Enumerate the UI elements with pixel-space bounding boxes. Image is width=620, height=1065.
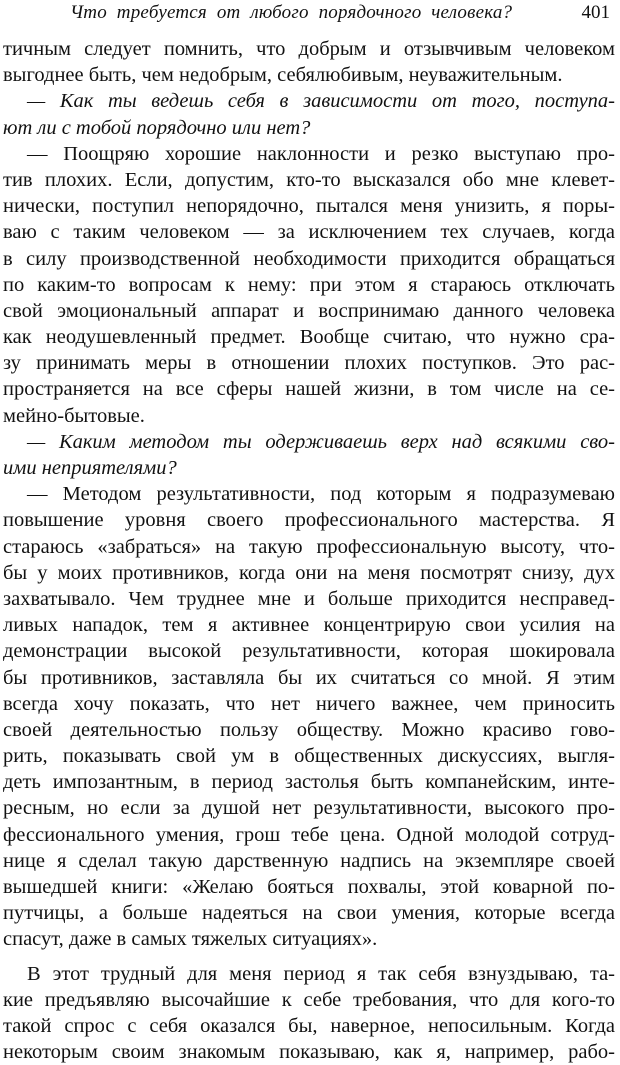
running-title: Что требуется от любого порядочного человека? bbox=[70, 2, 513, 23]
text-line: В этот трудный для меня период я так себя взнуздываю, та- bbox=[27, 962, 615, 985]
text-line: всегда хочу показать, что нет ничего важнее, чем приносить bbox=[3, 692, 615, 715]
text-line: нице я сделал такую дарственную надпись на экземпляре своей bbox=[3, 849, 615, 872]
text-line: спасут, даже в самых тяжелых ситуациях». bbox=[3, 928, 378, 951]
answer-paragraph bbox=[3, 141, 615, 429]
text-line: — Поощряю хорошие наклонности и резко выступаю про- bbox=[27, 142, 615, 165]
text-line: повышение уровня своего профессионального мастерства. Я bbox=[3, 509, 615, 532]
text-line: некоторым своим знакомым показываю, как я, например, рабо- bbox=[3, 1041, 615, 1064]
text-line: как неодушевленный предмет. Вообще считаю, что нужно сра- bbox=[3, 326, 615, 349]
text-line: рить, показывать свой ум в общественных дискуссиях, выгля- bbox=[3, 745, 615, 768]
page-number: 401 bbox=[581, 2, 610, 23]
question-line: ют ли с тобой порядочно или нет? bbox=[3, 116, 311, 139]
text-line: бы у моих противников, когда они на меня посмотрят снизу, дух bbox=[3, 561, 615, 584]
text-line: захватывало. Чем труднее мне и больше приходится несправед- bbox=[3, 587, 615, 610]
text-line: свой эмоциональный аппарат и воспринимаю данного человека bbox=[3, 299, 615, 322]
text-line: зу принимать меры в отношении плохих поступков. Это рас- bbox=[3, 352, 615, 375]
text-line: по каким-то вопросам к нему: при этом я стараюсь отключать bbox=[3, 273, 615, 296]
page-header bbox=[0, 2, 620, 24]
text-line: кие предъявляю высочайшие к себе требования, что для кого-то bbox=[3, 988, 615, 1011]
text-line: тичным следует помнить, что добрым и отзывчивым человеком bbox=[3, 38, 615, 60]
text-line: ливых нападок, тем я активнее концентрирую свои усилия на bbox=[3, 614, 615, 637]
text-line: мейно-бытовые. bbox=[3, 404, 145, 427]
text-line: нически, поступил непорядочно, пытался меня унизить, я поры- bbox=[3, 195, 615, 218]
question-paragraph bbox=[3, 88, 615, 140]
text-line: фессионального умения, грош тебе цена. Одной молодой сотруд- bbox=[3, 823, 615, 846]
question-line: ими неприятелями? bbox=[3, 457, 177, 479]
question-line: — Каким методом ты одерживаешь верх над всякими сво- bbox=[27, 430, 615, 453]
paragraph bbox=[3, 36, 615, 88]
text-line: своей деятельностью пользу обществу. Можно красиво гово- bbox=[3, 718, 615, 741]
text-line: вышедшей книги: «Желаю бояться похвалы, этой коварной по- bbox=[3, 876, 615, 898]
paragraph-gap bbox=[3, 953, 615, 961]
text-line: путчицы, а больше надеяться на свои умения, которые всегда bbox=[3, 902, 615, 925]
text-line: ваю с таким человеком — за исключением тех случаев, когда bbox=[3, 221, 615, 244]
answer-paragraph bbox=[3, 481, 615, 952]
narrative-paragraph bbox=[3, 961, 615, 1065]
question-paragraph bbox=[3, 429, 615, 481]
text-line: выгоднее быть, чем недобрым, себялюбивым, неуважительным. bbox=[3, 64, 563, 87]
text-line: — Методом результативности, под которым я подразумеваю bbox=[27, 483, 615, 506]
text-line: бы противников, заставляла бы их считаться со мной. Я этим bbox=[3, 666, 615, 689]
question-line: — Как ты ведешь себя в зависимости от того, поступа- bbox=[27, 90, 615, 113]
text-line: такой спрос с себя оказался бы, наверное, непосильным. Когда bbox=[3, 1014, 615, 1037]
text-line: деть импозантным, в период застолья быть компанейским, инте- bbox=[3, 771, 615, 794]
text-line: тив плохих. Если, допустим, кто-то высказался обо мне клевет- bbox=[3, 168, 615, 191]
text-line: демонстрации высокой результативности, которая шокировала bbox=[3, 640, 615, 663]
body-text bbox=[3, 36, 615, 1065]
text-line: пространяется на все сферы нашей жизни, в том числе на се- bbox=[3, 378, 615, 401]
text-line: в силу производственной необходимости приходится обращаться bbox=[3, 247, 615, 270]
text-line: ресным, но если за душой нет результативности, высокого про- bbox=[3, 797, 615, 820]
text-line: стараюсь «забраться» на такую профессиональную высоту, что- bbox=[3, 535, 615, 558]
